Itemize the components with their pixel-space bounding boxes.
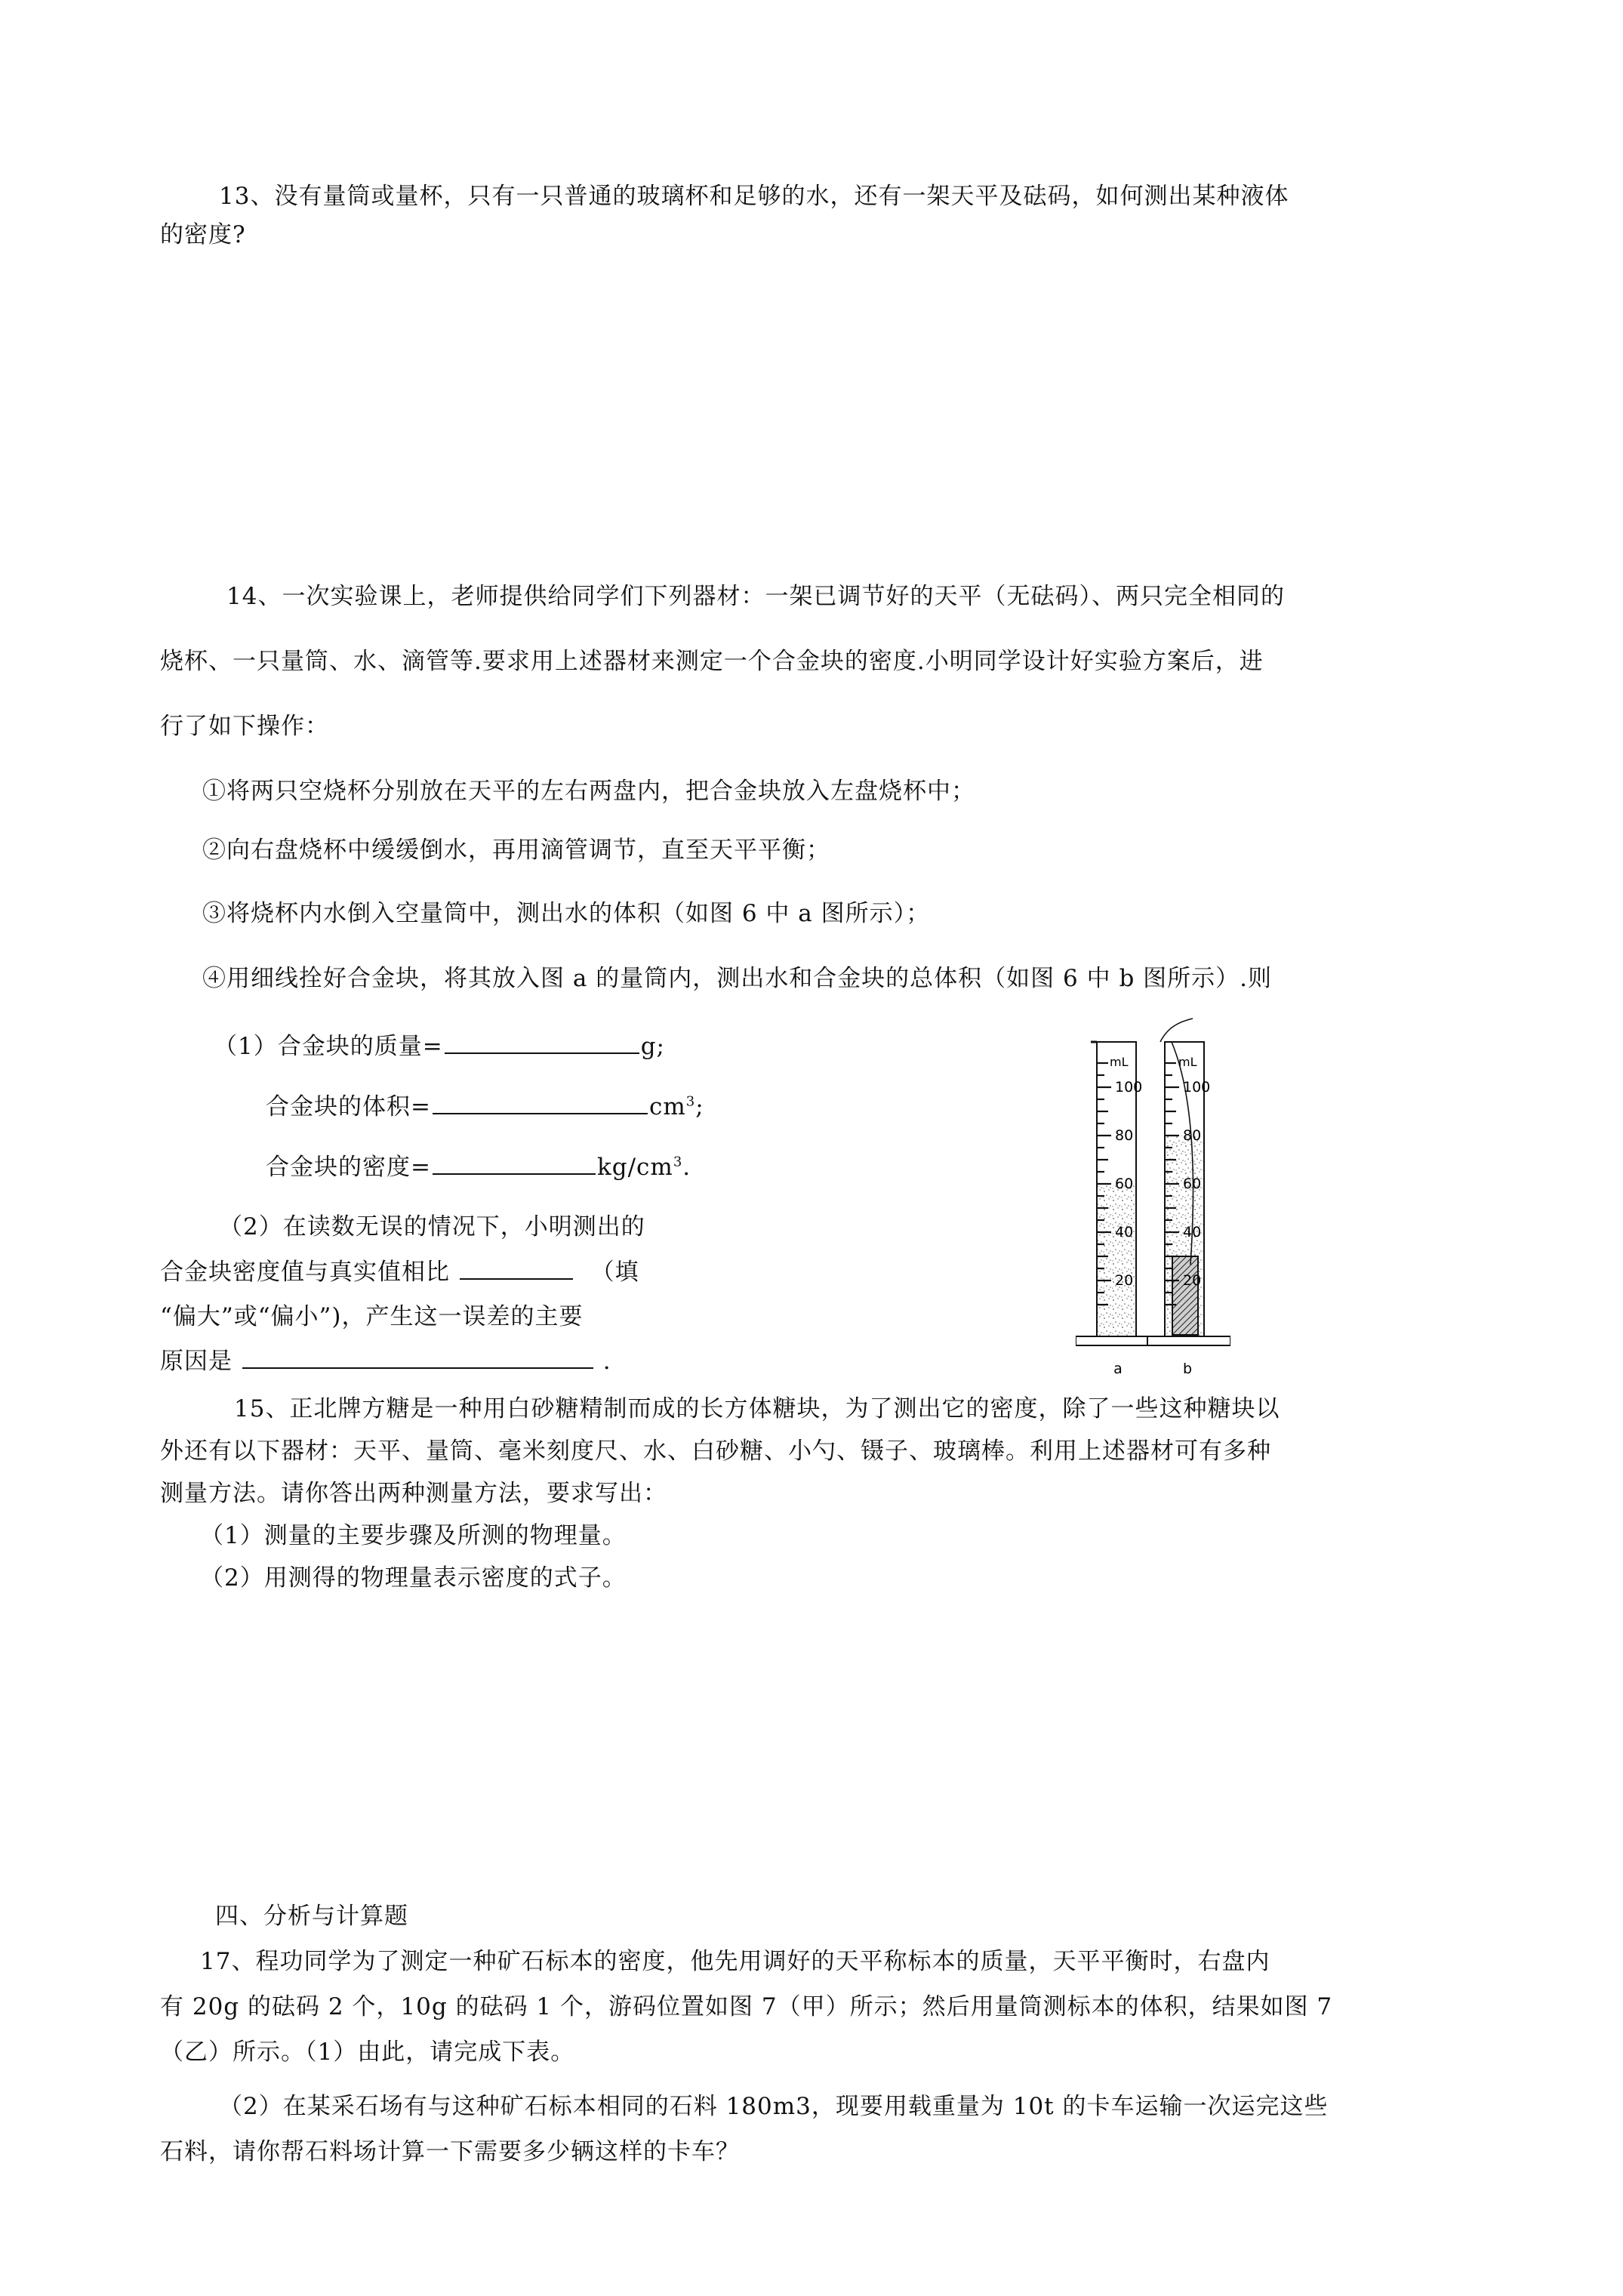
scale-label: 60 — [1183, 1176, 1202, 1192]
mass-answer-blank[interactable] — [445, 1031, 639, 1054]
q13-line-2: 的密度? — [160, 221, 246, 248]
figure-6-cylinders — [1076, 1008, 1230, 1378]
volume-answer-blank[interactable] — [433, 1092, 648, 1114]
reason-prefix: 原因是 — [160, 1348, 233, 1375]
q15-requirement-1: （1）测量的主要步骤及所测的物理量。 — [200, 1522, 627, 1549]
q13-line-1: 13、没有量筒或量杯，只有一只普通的玻璃杯和足够的水，还有一架天平及砝码，如何测出某种液体 — [219, 183, 1289, 210]
q14-line-3: 行了如下操作： — [160, 713, 329, 740]
cylinder-a — [1076, 1042, 1160, 1345]
cylinder-a-water — [1098, 1184, 1135, 1336]
reason-answer-blank[interactable] — [242, 1346, 593, 1369]
cylinder-b-base — [1147, 1336, 1230, 1345]
q14-step-3: ③将烧杯内水倒入空量筒中，测出水的体积（如图 6 中 a 图所示）； — [202, 900, 931, 927]
caption-a: a — [1113, 1361, 1123, 1377]
scale-label: 100 — [1183, 1079, 1211, 1096]
q17-line-1: 17、程功同学为了测定一种矿石标本的密度，他先用调好的天平称标本的质量，天平平衡时，右盘内 — [200, 1948, 1270, 1975]
cylinders-drawing — [1076, 1008, 1230, 1378]
q17-line-4: （2）在某采石场有与这种矿石标本相同的石料 180m3，现要用载重量为 10t 的卡车运输一次运完这些 — [219, 2093, 1329, 2120]
volume-prefix: 合金块的体积= — [266, 1093, 431, 1120]
q14-part2-line-3: “偏大”或“偏小”)，产生这一误差的主要 — [160, 1303, 584, 1330]
reason-end: . — [602, 1348, 611, 1375]
q15-line-1: 15、正北牌方糖是一种用白砂糖精制而成的长方体糖块，为了测出它的密度，除了一些这种糖块以 — [234, 1395, 1280, 1422]
mass-unit: g; — [640, 1033, 665, 1060]
density-prefix: 合金块的密度= — [266, 1154, 431, 1181]
compare-suffix: （填 — [590, 1259, 639, 1286]
q14-step-4: ④用细线拴好合金块，将其放入图 a 的量筒内，测出水和合金块的总体积（如图 6 中 b 图所示）.则 — [202, 965, 1273, 992]
q17-line-5: 石料，请你帮石料场计算一下需要多少辆这样的卡车？ — [160, 2138, 740, 2165]
q14-line-2: 烧杯、一只量筒、水、滴管等.要求用上述器材来测定一个合金块的密度.小明同学设计好实验方案后，进 — [160, 648, 1264, 675]
scale-label: 80 — [1115, 1127, 1134, 1144]
scale-label: 40 — [1115, 1224, 1134, 1240]
section-4-heading: 四、分析与计算题 — [215, 1903, 408, 1930]
q14-volume-line: 合金块的体积= $cm^3$; — [266, 1093, 704, 1120]
scale-label: 100 — [1115, 1079, 1143, 1096]
q14-part2-line-2 — [160, 1257, 639, 1287]
q17-line-2: 有 20g 的砝码 2 个，10g 的砝码 1 个，游码位置如图 7（甲）所示；然后用量筒测标本的体积，结果如图 7 — [160, 1993, 1333, 2020]
density-end: . — [682, 1154, 691, 1181]
scale-label: 40 — [1183, 1224, 1202, 1240]
density-unit: kg/cm — [596, 1154, 673, 1181]
q15-line-2: 外还有以下器材：天平、量筒、毫米刻度尺、水、白砂糖、小勺、镊子、玻璃棒。利用上述器材可有多种 — [160, 1438, 1271, 1465]
compare-answer-blank[interactable] — [460, 1257, 573, 1280]
unit-label-b: mL — [1178, 1055, 1197, 1069]
scale-label: 20 — [1183, 1272, 1202, 1289]
scale-label: 80 — [1183, 1127, 1202, 1144]
volume-end: ; — [695, 1093, 704, 1120]
q14-mass-line — [214, 1031, 665, 1062]
alloy-block — [1172, 1256, 1198, 1335]
unit-label-a: mL — [1110, 1055, 1129, 1069]
q15-requirement-2: （2）用测得的物理量表示密度的式子。 — [200, 1564, 627, 1592]
q14-density-line: 合金块的密度= $kg/cm^3$. — [266, 1154, 691, 1181]
compare-prefix: 合金块密度值与真实值相比 — [160, 1259, 450, 1286]
scale-label: 60 — [1115, 1176, 1134, 1192]
q14-part2-line-1: （2）在读数无误的情况下，小明测出的 — [219, 1213, 645, 1240]
q15-line-3: 测量方法。请你答出两种测量方法，要求写出： — [160, 1480, 667, 1507]
q14-line-1: 14、一次实验课上，老师提供给同学们下列器材：一架已调节好的天平（无砝码）、两只完全相同的 — [226, 583, 1285, 610]
q14-step-1: ①将两只空烧杯分别放在天平的左右两盘内，把合金块放入左盘烧杯中； — [202, 778, 975, 805]
q14-part2-line-4 — [160, 1346, 611, 1376]
scale-label: 20 — [1115, 1272, 1134, 1289]
density-answer-blank[interactable] — [433, 1152, 596, 1175]
q17-line-3: （乙）所示。（1）由此，请完成下表。 — [160, 2039, 575, 2066]
mass-prefix: （1）合金块的质量= — [214, 1033, 443, 1060]
q14-step-2: ②向右盘烧杯中缓缓倒水，再用滴管调节，直至天平平衡； — [202, 837, 830, 864]
caption-b: b — [1182, 1361, 1193, 1377]
volume-unit: cm — [648, 1093, 686, 1120]
